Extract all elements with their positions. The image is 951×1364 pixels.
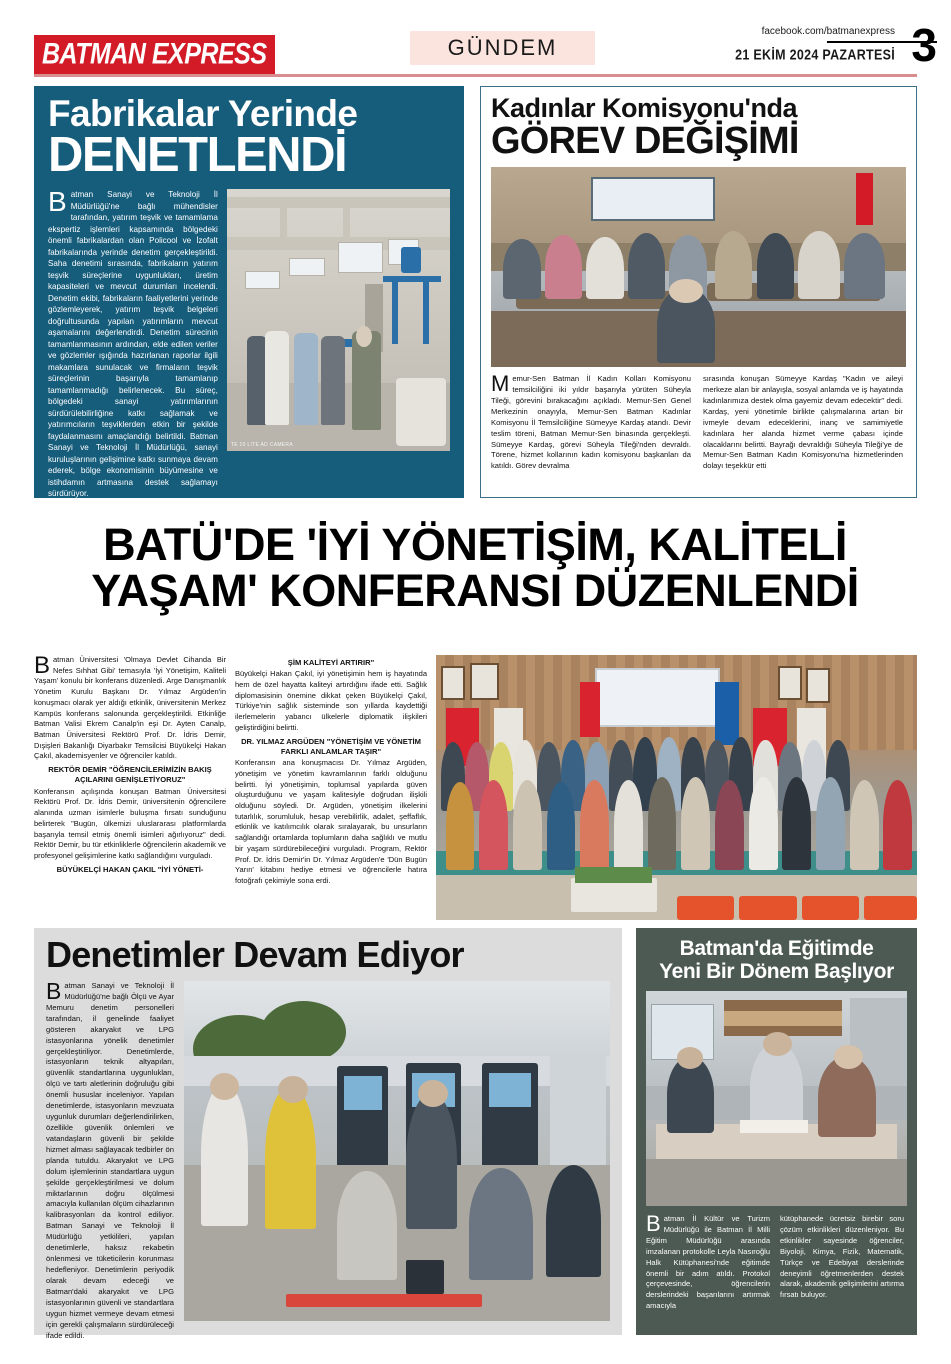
facebook-url[interactable]: facebook.com/batmanexpress — [761, 26, 895, 37]
newspaper-logo[interactable]: BATMAN EXPRESS — [34, 35, 275, 75]
womens-commission-photo — [491, 167, 906, 367]
headline-line-1: Fabrikalar Yerinde — [48, 93, 358, 134]
article-denetimler-devam-ediyor — [34, 928, 622, 1340]
article-column-1 — [34, 652, 226, 920]
headline-line-1: Kadınlar Komisyonu'nda — [491, 93, 797, 123]
body-text: atman İl Kültür ve Turizm Müdürlüğü ile Batman İl Milli Eğitim Müdürlüğü arasında imzalanan protokolle Leyla Nasıroğlu Halk Kütüphanesi'nde eğitimde önemli bir adım atıldı. Protokol çerçevesinde, öğrencilerin derslerindeki başarılarını artırmak amacıyla — [646, 1214, 770, 1311]
article-column-1 — [48, 186, 218, 499]
body-text: sırasında konuşan Sümeyye Kardaş "Kadın ve aileyi merkeze alan bir anlayışla, sosyal anlamda ve iş hayatında kadınlarımıza destek olma gayemiz devam edecektir" dedi. Kardaş, yeni yönetimle birlikte çalışmalarına artan bir ivmeyle devam edeceklerini, inanç ve samimiyetle kadınlara her alanda hizmet verme çabası içinde olacaklarını belirtti. Bayrağı devraldığı Süheyla Tileği'ye de Memur-Sen Batman Kadın Komisyonu'na hizmetlerinden dolayı teşekkür etti — [703, 374, 903, 471]
article-body — [48, 186, 450, 499]
body-text-a: Büyükelçi Hakan Çakıl, iyi yönetişimin hem iş hayatında hem de özel hayatta kaliteyi artırdığını ifade etti. Sağlık diplomasisinin önemine dikkat çeken Büyükelçi Çakıl, Türkiye'nin sağlık sisteminde son yıllarda kaydettiği ilerlemelerin yabancı ülkelerle diplomatik ilişkileri geliştirdiğini belirtti. — [235, 669, 427, 732]
conference-group-photo — [436, 655, 917, 920]
body-text: kütüphanede ücretsiz birebir soru çözüm etkinlikleri düzenleniyor. Bu etkinlikler sayesinde öğrenciler, Biyoloji, Kimya, Fizik, Matematik, Türkçe ve Edebiyat derslerinde deneyimli öğretmenlerden destek alarak, akademik gelişimlerini artırma fırsatı buluyor. — [780, 1214, 904, 1300]
article-column-1 — [491, 371, 691, 472]
article-headline — [646, 937, 907, 983]
drop-cap: B — [34, 652, 51, 679]
body-text: atman Sanayi ve Teknoloji İl Müdürlüğü'ne bağlı Ölçü ve Ayar Memuru denetim personelleri tarafından, il genelinde faaliyet gösteren akaryakıt ve LPG istasyonlarına yönelik denetimler gerçekleştiriliyor. Denetimlerde, istasyonların teknik altyapıları, güvenlik standartlarına uygunlukları, ölçü ve tartı aletlerinin doğruluğu gibi önemli hususlar inceleniyor. Yapılan denetimlerde, istasyonların mevzuata uygunluk durumları değerlendirilirken, özellikle güvenlik önlemleri ve vatandaşların güvenli bir şekilde hizmet alması sağlayacak tedbirler ön planda tutuldu. Akaryakıt ve LPG dolum işlemlerinin standartlara uygun şekilde gerçekleştirilmesi ve dolum miktarlarının doğru ölçülmesi amacıyla kullanılan ölçüm cihazlarının kalibrasyonları da kontrol ediliyor. Batman Sanayi ve Teknoloji İl Müdürlüğü yetkilileri, yapılan denetimlerle, haksız rekabetin önlenmesi ve tüketicilerin korunması hedefleniyor. Denetimlerin periyodik olarak devam edeceği ve Batman'daki akaryakıt ve LPG istasyonlarının güvenli ve standartlara uygun hizmet vermeye devam etmesi için gerekli çalışmaların sürdürüleceği ifade edildi. — [46, 981, 174, 1340]
subheading-arguden: DR. YILMAZ ARGÜDEN "YÖNETİŞİM VE YÖNETİM FARKLI ANLAMLAR TAŞIR" — [241, 736, 421, 756]
article-kadinlar-komisyonu-gorev-degisimi — [480, 86, 917, 498]
fuel-station-inspection-photo — [184, 981, 610, 1321]
article-column-2 — [780, 1214, 904, 1312]
article-column-2 — [703, 374, 903, 472]
library-study-photo — [646, 991, 907, 1206]
page-number: 3 — [911, 19, 937, 71]
subheading-buyukelci-cakil: BÜYÜKELÇİ HAKAN ÇAKIL "İYİ YÖNETİ- — [56, 864, 204, 874]
main-headline-line-2: YAŞAM' KONFERANSI DÜZENLENDİ — [91, 565, 859, 617]
article-headline: Denetimler Devam Ediyor — [46, 934, 464, 975]
headline-line-1: Batman'da Eğitimde — [679, 937, 874, 960]
masthead — [0, 0, 951, 80]
article-column-2 — [235, 655, 427, 920]
article-column-1 — [46, 978, 174, 1341]
subheading-rektor-demir: REKTÖR DEMİR "ÖĞRENCİLERİMİZİN BAKIŞ AÇILARINI GENİŞLETİYORUZ" — [48, 765, 212, 785]
publication-date: 21 EKİM 2024 PAZARTESİ — [735, 47, 895, 64]
article-body — [491, 371, 906, 472]
headline-line-2: Yeni Bir Dönem Başlıyor — [659, 960, 894, 984]
drop-cap: B — [48, 186, 67, 218]
drop-cap: B — [46, 978, 62, 1004]
main-headline-line-1: BATÜ'DE 'İYİ YÖNETİŞİM, KALİTELİ — [103, 519, 847, 570]
drop-cap: B — [646, 1211, 661, 1237]
factory-inspection-photo — [227, 189, 450, 451]
drop-cap: M — [491, 371, 510, 396]
article-body — [646, 1211, 907, 1312]
main-headline — [30, 519, 920, 617]
article-fabrikalar-yerinde-denetlendi — [34, 86, 464, 498]
headline-line-2: DENETLENDİ — [48, 127, 347, 182]
subheading-continuation: ŞİM KALİTEYİ ARTIRIR" — [287, 658, 375, 667]
article-body — [46, 978, 610, 1341]
body-text: emur-Sen Batman İl Kadın Kolları Komisyonu temsilciliğini iki yıldır başarıyla yürüten Süheyla Tileği, görevini bırakacağını açıkladı. Memur-Sen Genel Merkezinin onayıyla, Memur-Sen Batman Kadınlar Komisyonu İl Temsilciliğine Sümeyye Kardaş atandı. Devir teslim töreni, Batman Memur-Sen binasında gerçekleşti. Sümeyye Kardaş, görevi Süheyla Tileği'nden devraldı. Törene, hizmet kollarının kadın komisyonu başkanları da katıldı. Görev devralma — [491, 374, 691, 471]
article-headline — [491, 95, 906, 160]
body-text-b: Konferansın ana konuşmacısı Dr. Yılmaz Argüden, yönetişim ve yönetim kavramlarının farklı olduğunu belirtti. İyi yönetişimin, toplumsal yapılarda güven oluşturduğunu ve yaşam kalitesiyle doğrudan ilişkili olduğunu söyledi. Dr. Argüden, yönetişim ilkelerini tutarlılık, sorumluluk, hesap verebilirlik, adalet, şeffaflık, etkinlik ve katılımcılık olarak sıralayarak, bu unsurların sağlandığı ortamlarda toplumların daha sağlıklı ve mutlu bir yaşam sürdürebileceğini vurguladı. Program, Rektör Prof. Dr. İdris Demir'in Dr. Yılmaz Argüden'e 'Dün Bugün Yarın' kitabını hediye etmesi ve öğrencilerle hatıra fotoğrafı çekimiyle sona erdi. — [235, 758, 427, 885]
photo-camera-stamp: TE 10 LITE AD CAMERA — [230, 442, 293, 449]
article-batu-konferans — [34, 652, 917, 920]
body-text-a: atman Üniversitesi 'Olmaya Devlet Cihanda Bir Nefes Sıhhat Gibi' temasıyla 'İyi Yönetişim, Kaliteli Yaşam' konulu bir konferans düzenledi. Arge Danışmanlık Yönetim Kurulu Başkanı Dr. Yılmaz Argüden'in konuşmacı olarak yer aldığı etkinlik, üniversitenin Merkez Kampüs konferans salonunda gerçekleştirildi. Etkinliğe Batman Valisi Ekrem Canalp'in eşi Dr. Ayten Canalp, Batman Üniversitesi Rektörü Prof. Dr. İdris Demir, Dışişleri Bakanlığı Diyarbakır Temsilcisi Büyükelçi Hakan Çakıl, akademisyenler ve öğrenciler katıldı. — [34, 655, 226, 761]
headline-line-2: GÖREV DEĞİŞİMİ — [491, 120, 799, 162]
body-text: atman Sanayi ve Teknoloji İl Müdürlüğü'ne bağlı mühendisler tarafından, yatırım teşvik ve tamamlama ekspertiz işlemleri kapsamında bölgedeki önemli fabrikalardan olan Policool ve İzofalt fabrikalarında yerinde denetim gerçekleştirildi. Saha denetimi sırasında, fabrikaların yatırım teşvik süreçlerine uygunlukları, üretim kapasiteleri ve mevcut durumları incelendi. Denetim ekibi, fabrikaların faaliyetlerini yerinde gözlemleyerek, yatırım teşvik belgeleri doğrultusunda yapılan yatırımların mevcut aşamalarını değerlendirdi. Denetim sürecinin tamamlanmasının ardından, elde edilen veriler ve gözlemler ışığında hazırlanan raporlar ilgili makamlara sunulacak ve firmaların teşvik süreçlerinin başarıyla tamamlanıp tamamlanmadığı belirlenecek. Bu süreç, bölgedeki sanayi yatırımlarının sürdürülebilirliğine katkı sağlamak ve yatırımcıların teşviklerden etkin bir şekilde faydalanmasını amaçlandığı belirtildi. Batman Sanayi ve Teknoloji İl Müdürlüğü, sanayi kuruluşlarının gelişimine katkı sunmaya devam ederek, bölge ekonomisinin büyümesine ve istihdamın artmasına destek sağlamayı sürdürüyor. — [48, 190, 218, 498]
body-text-b: Konferansın açılışında konuşan Batman Üniversitesi Rektörü Prof. Dr. İdris Demir, üniversitenin öğrencilere alanında uzman isimlerle buluşma fırsatı sunduğunu belirterek "Bugün, ülkemizi uluslararası platformlarda başarıyla temsil etmiş önemli isimleri ağırlıyoruz" dedi. Rektör Demir, bu tür etkinliklerle öğrencilerin akademik ve profesyonel gelişimlerine katkı sağlandığını vurguladı. — [34, 786, 226, 860]
article-headline — [48, 93, 450, 182]
masthead-rule — [34, 74, 917, 77]
section-label: GÜNDEM — [410, 31, 595, 65]
article-batmanda-egitimde-yeni-donem — [636, 928, 917, 1335]
article-column-1 — [646, 1211, 770, 1312]
